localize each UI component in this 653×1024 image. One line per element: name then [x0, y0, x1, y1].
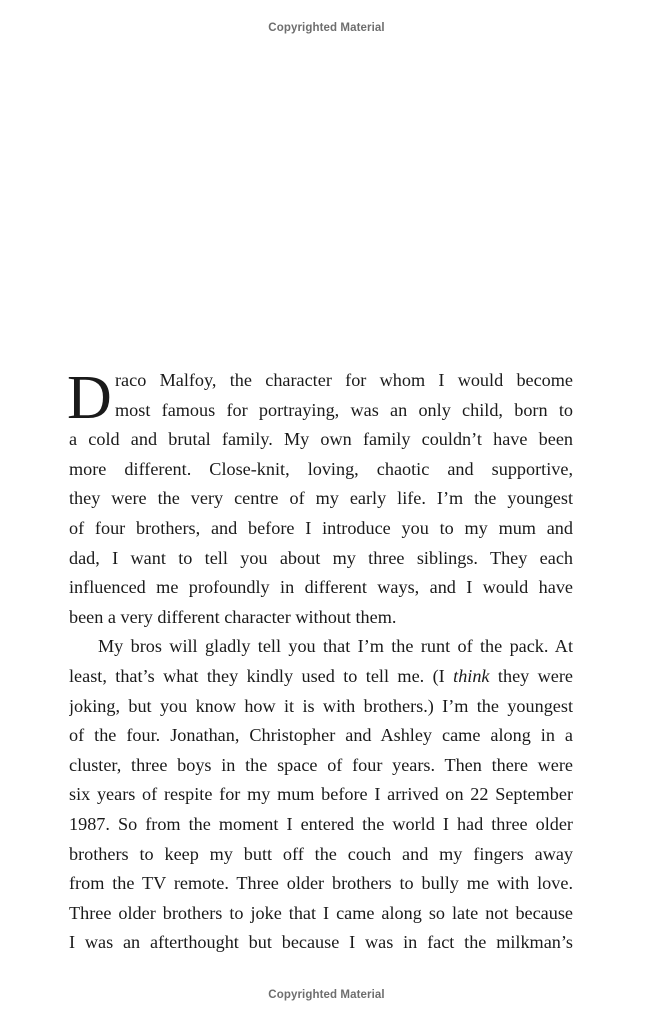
text-line: of four brothers, and before I introduce you to my mum and — [69, 517, 573, 538]
text-line: dad, I want to tell you about my three siblings. They each — [69, 547, 573, 568]
text-line: cluster, three boys in the space of four years. Then there were — [69, 754, 573, 775]
text-line: more different. Close-knit, loving, chaotic and supportive, — [69, 458, 573, 479]
text-line: been a very different character without them. — [69, 606, 397, 627]
text-segment: least, that’s what they kindly used to tell me. (I — [69, 665, 454, 686]
text-line: I was an afterthought but because I was in fact the milkman’s — [69, 932, 573, 953]
emphasis-text: think — [453, 665, 490, 686]
body-text — [69, 366, 573, 958]
text-line: six years of respite for my mum before I arrived on 22 September — [69, 784, 573, 805]
text-line: Three older brothers to joke that I came along so late not because — [69, 902, 573, 923]
text-segment: they were — [489, 665, 573, 686]
text-line: most famous for portraying, was an only child, born to — [115, 399, 573, 420]
text-line: My bros will gladly tell you that I’m the runt of the pack. At — [98, 636, 573, 657]
text-line: of the four. Jonathan, Christopher and Ashley came along in a — [69, 725, 573, 746]
text-line: raco Malfoy, the character for whom I would become — [115, 370, 573, 390]
text-line: they were the very centre of my early life. I’m the youngest — [69, 488, 573, 509]
drop-cap: D — [67, 364, 112, 432]
text-line: a cold and brutal family. My own family couldn’t have been — [69, 429, 573, 450]
copyright-watermark-bottom: Copyrighted Material — [268, 989, 385, 1001]
text-line: joking, but you know how it is with brothers.) I’m the youngest — [69, 695, 573, 716]
copyright-watermark-top: Copyrighted Material — [268, 22, 385, 34]
text-line: from the TV remote. Three older brothers to bully me with love. — [69, 873, 573, 894]
text-line: influenced me profoundly in different ways, and I would have — [69, 577, 573, 598]
text-line: brothers to keep my butt off the couch and my fingers away — [69, 843, 573, 864]
text-line — [69, 662, 573, 692]
text-line: 1987. So from the moment I entered the world I had three older — [69, 813, 573, 834]
